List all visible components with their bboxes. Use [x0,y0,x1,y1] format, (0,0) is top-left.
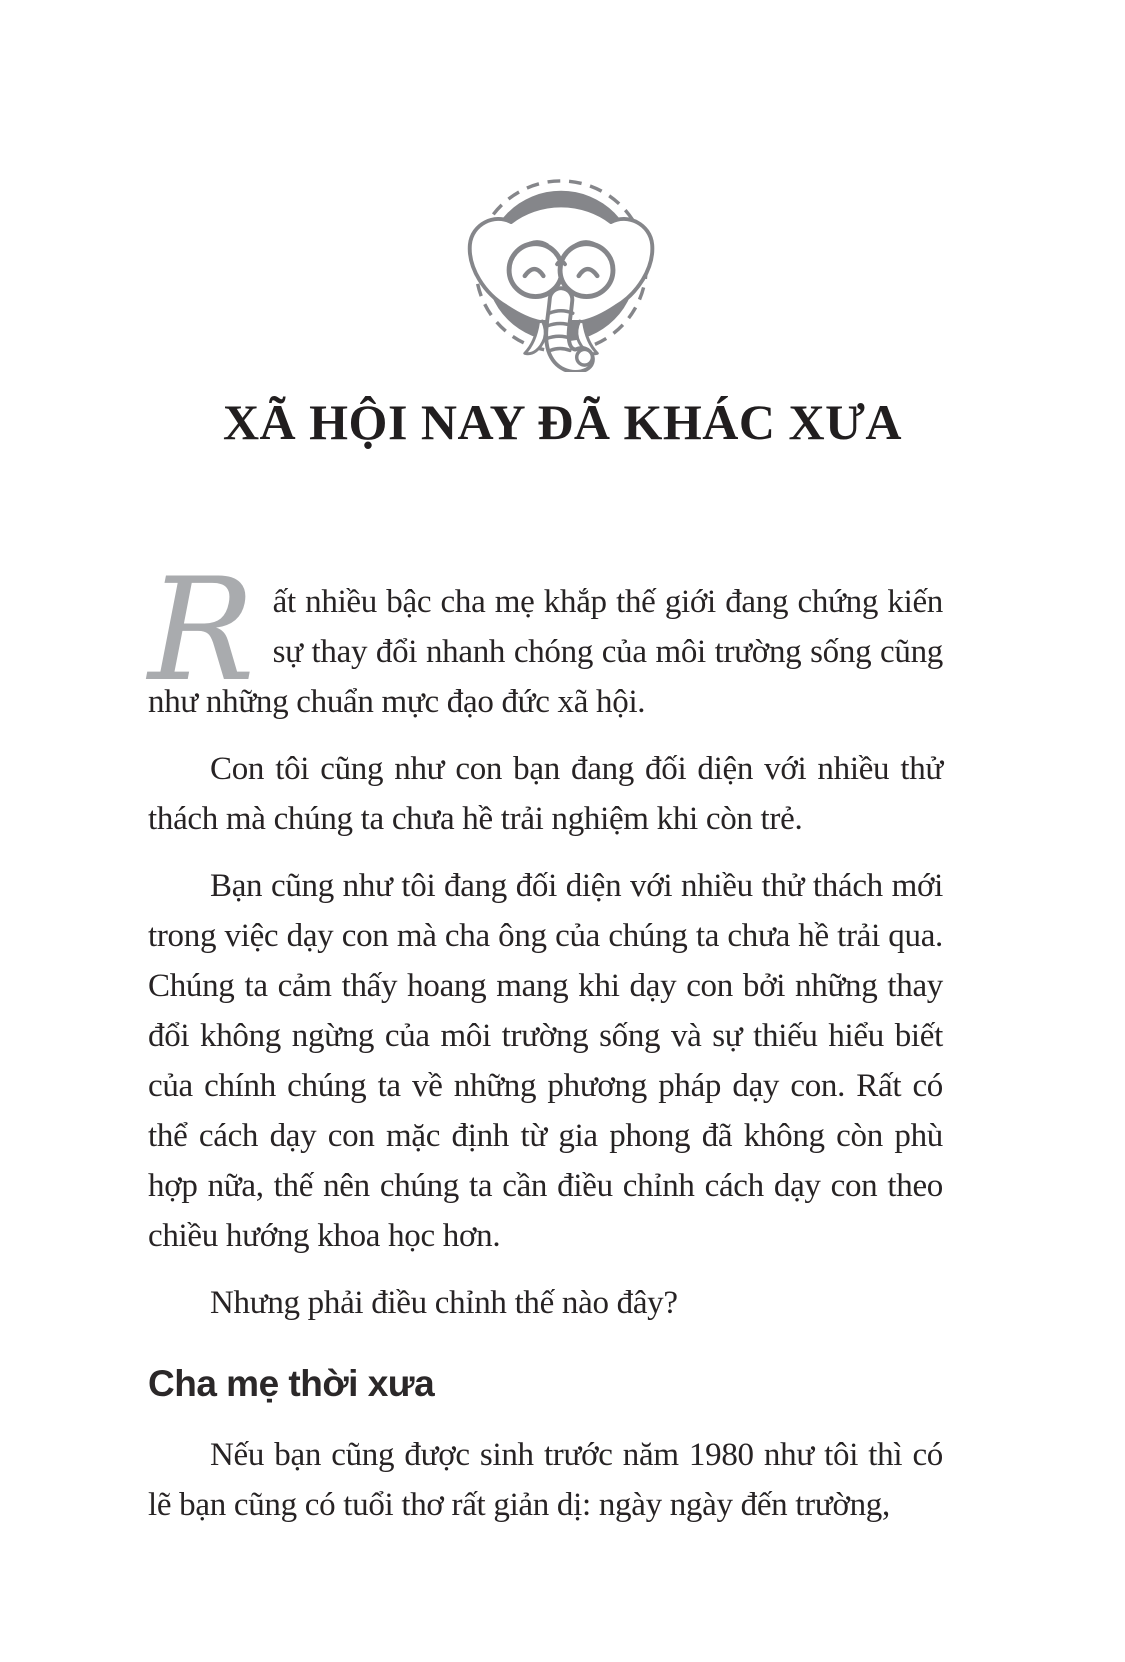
page-content [148,548,943,1530]
paragraph-intro [148,548,943,727]
drop-cap: R [148,548,255,713]
paragraph: Con tôi cũng như con bạn đang đối diện với nhiều thử thách mà chúng ta chưa hề trải nghiệm khi còn trẻ. [148,751,943,837]
paragraph: Bạn cũng như tôi đang đối diện với nhiều thử thách mới trong việc dạy con mà cha ông của chúng ta chưa hề trải qua. Chúng ta cảm thấy hoang mang khi dạy con bởi những thay đổi không ngừng của môi trường sống và sự thiếu hiểu biết của chính chúng ta về những phương pháp dạy con. Rất có thể cách dạy con mặc định từ gia phong đã không còn phù hợp nữa, thế nên chúng ta cần điều chỉnh cách dạy con theo chiều hướng khoa học hơn. [148,868,943,1254]
chapter-header [0,0,1125,449]
chapter-logo [443,176,683,372]
paragraph: Nếu bạn cũng được sinh trước năm 1980 như tôi thì có lẽ bạn cũng có tuổi thơ rất giản dị: ngày ngày đến trường, [148,1437,943,1523]
section-heading: Cha mẹ thời xưa [148,1363,435,1404]
chapter-title: XÃ HỘI NAY ĐÃ KHÁC XƯA [222,394,903,450]
paragraph-text: ất nhiều bậc cha mẹ khắp thế giới đang chứng kiến sự thay đổi nhanh chóng của môi trường sống cũng như những chuẩn mực đạo đức xã hội. [148,584,943,720]
paragraph: Nhưng phải điều chỉnh thế nào đây? [210,1285,678,1321]
elephant-logo-icon [443,176,683,372]
